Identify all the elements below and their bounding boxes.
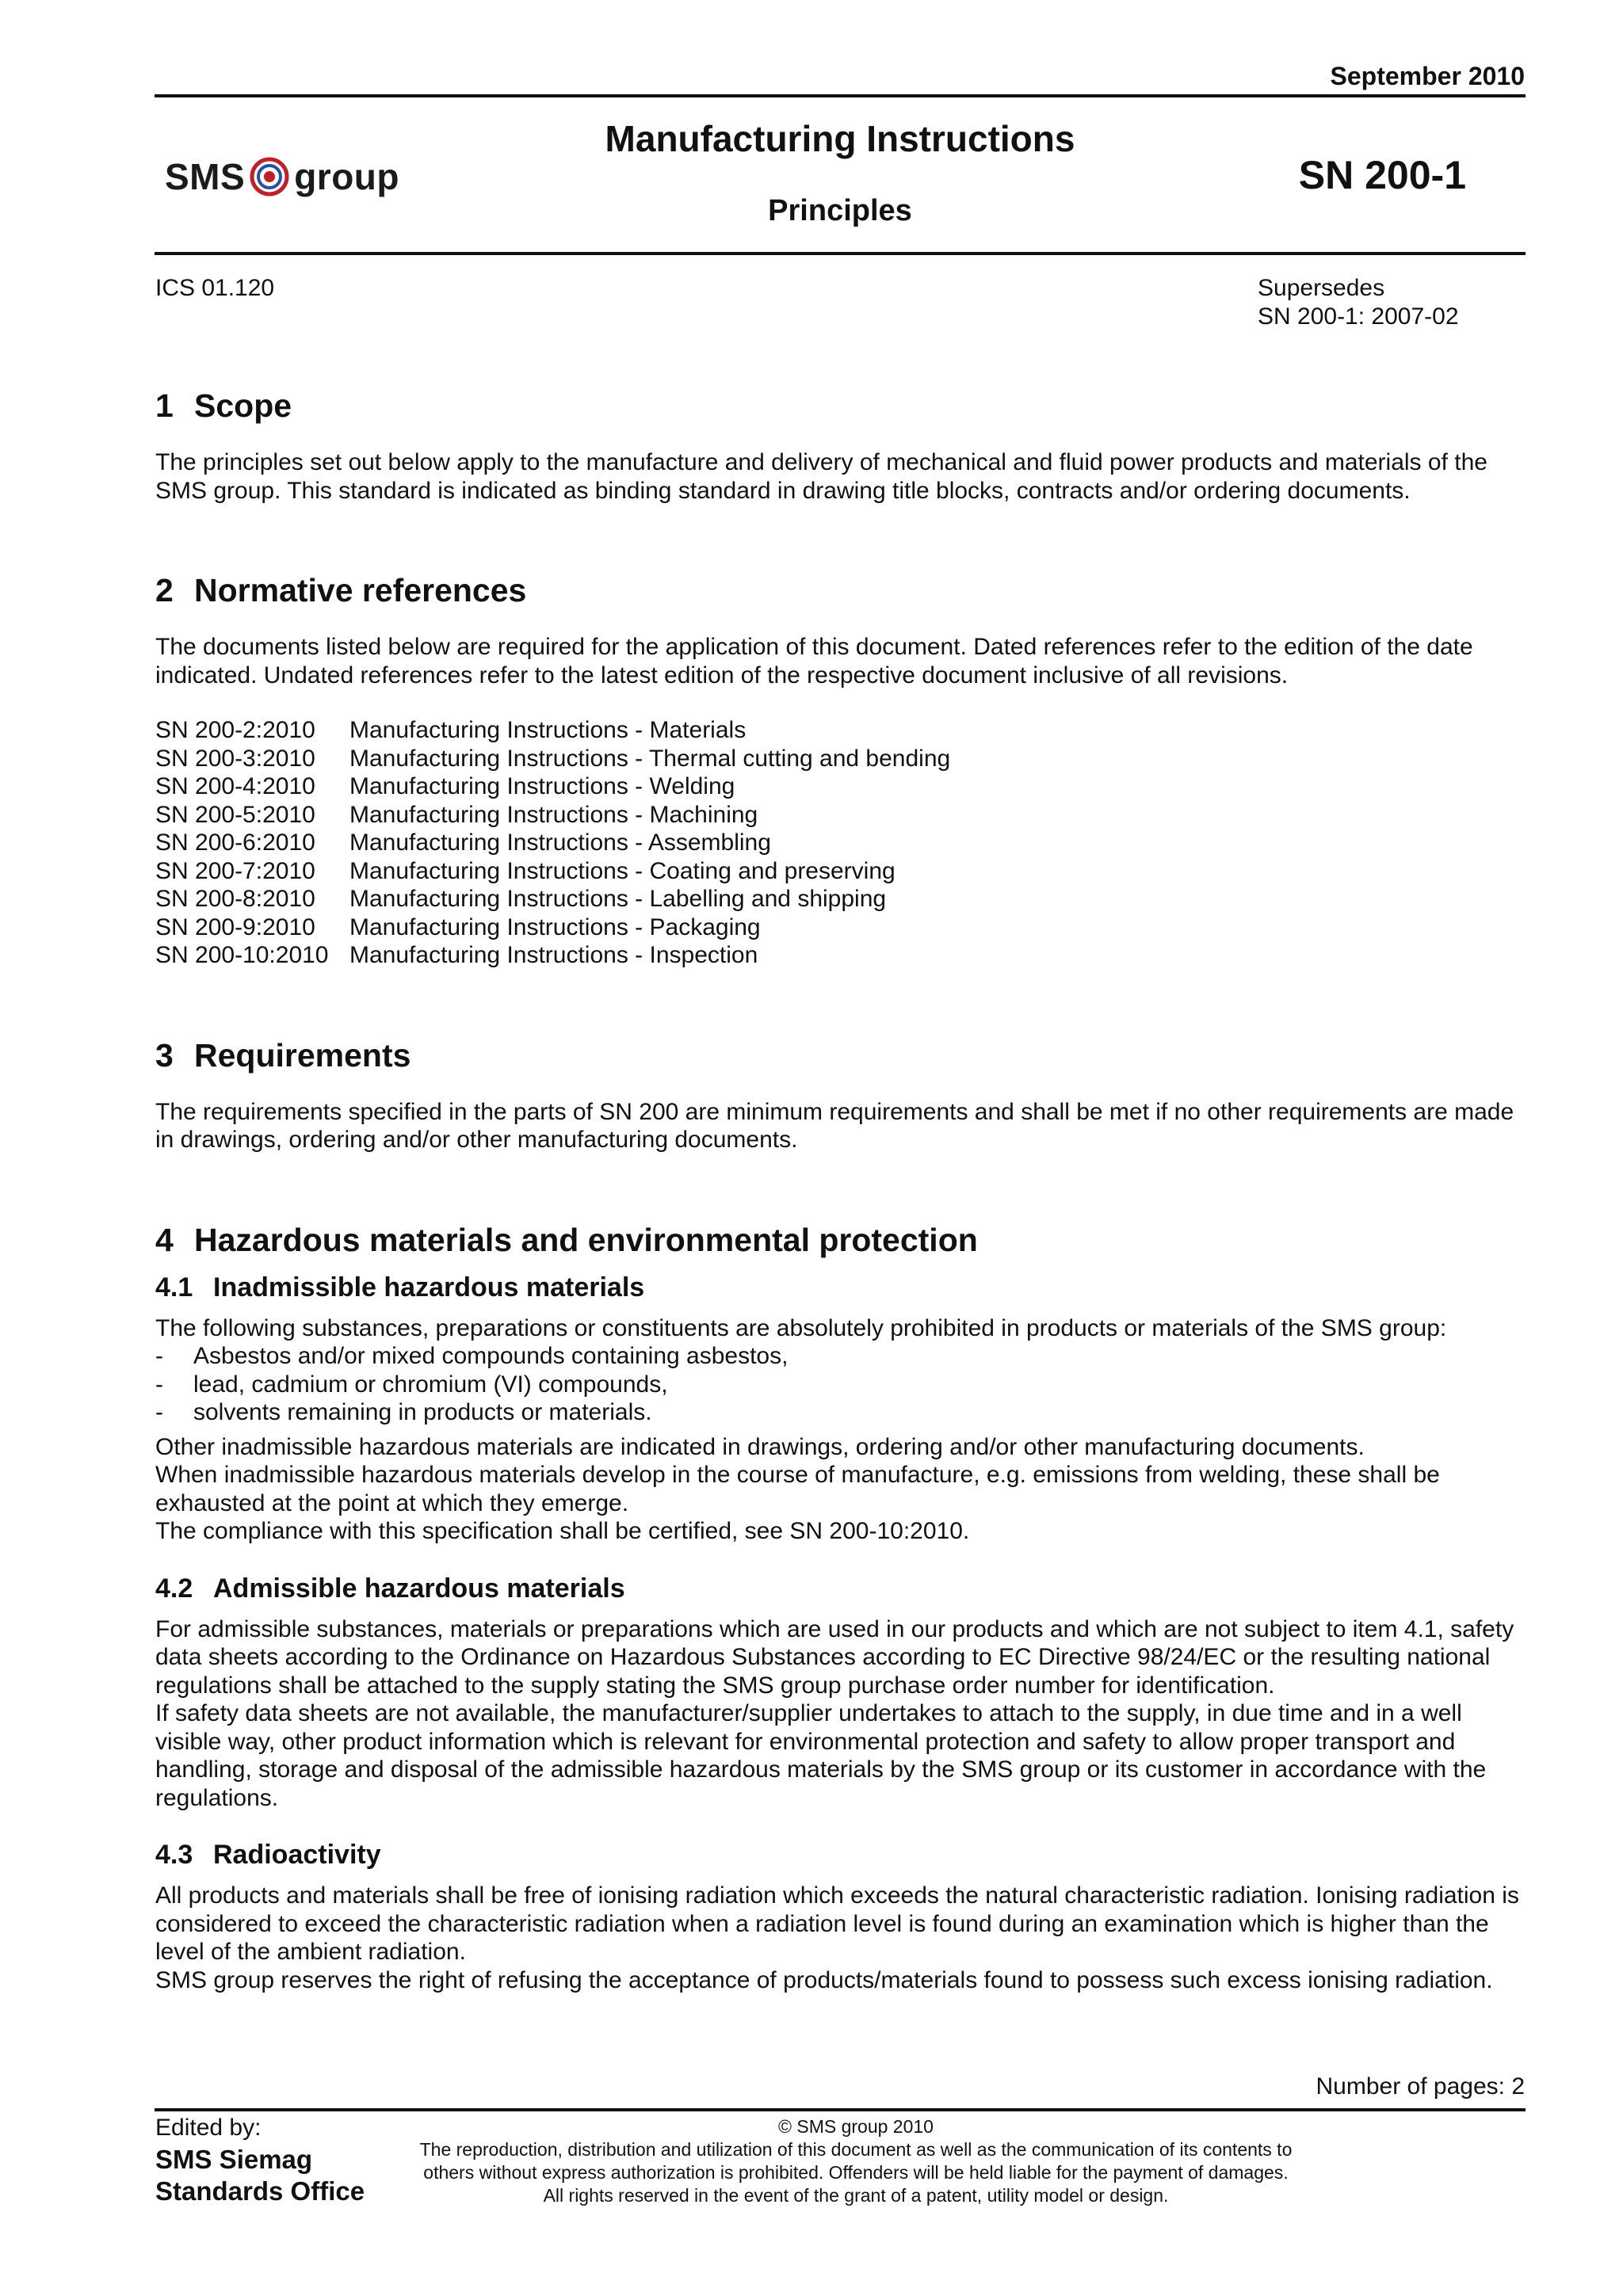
paragraph: When inadmissible hazardous materials develop in the course of manufacture, e.g. emissions from welding, these shall be exhausted at the point at which they emerge. — [155, 1462, 1440, 1516]
legal-line: The reproduction, distribution and utilization of this document as well as the communication of its contents to — [419, 2139, 1293, 2160]
reference-item: SN 200-9:2010 Manufacturing Instructions - Packaging — [155, 913, 761, 940]
bullet-item: - Asbestos and/or mixed compounds containing asbestos, — [155, 1343, 789, 1369]
paragraph: If safety data sheets are not available, the manufacturer/supplier undertakes to attach to the supply, in due time and in a well visible way, other product information which is relevant for environmental protection and safety to allow proper transport and handling, storage and disposal of the admissible hazardous materials by the SMS group or its customer in accordance with the regulations. — [155, 1700, 1487, 1811]
copyright-line: © SMS group 2010 — [778, 2116, 934, 2137]
bullet-item: - lead, cadmium or chromium (VI) compounds, — [155, 1371, 668, 1398]
section-hazardous-materials — [155, 1221, 1531, 1995]
supersedes-value: SN 200-1: 2007-02 — [1258, 303, 1459, 330]
paragraph: For admissible substances, materials or preparations which are used in our products and which are not subject to item 4.1, safety data sheets according to the Ordinance on Hazardous Substances according to EC Directive 98/24/EC or the resulting national regulations shall be attached to the supply stating the SMS group purchase order number for identification. — [155, 1615, 1514, 1699]
section-normative-references — [155, 571, 1531, 970]
section-heading: 4 Hazardous materials and environmental protection — [155, 1221, 978, 1258]
issue-date: September 2010 — [1330, 62, 1525, 90]
editor-org: SMS Siemag — [155, 2145, 313, 2174]
reference-item: SN 200-8:2010 Manufacturing Instructions - Labelling and shipping — [155, 886, 887, 912]
reference-list — [155, 716, 1531, 970]
copyright-notice — [380, 2115, 1331, 2207]
document-number: SN 200-1 — [1298, 153, 1466, 197]
bullet-item: - solvents remaining in products or materials. — [155, 1399, 652, 1425]
section-heading: 3 Requirements — [155, 1036, 411, 1074]
supersedes-label: Supersedes — [1258, 275, 1385, 301]
paragraph: The compliance with this specification shall be certified, see SN 200-10:2010. — [155, 1518, 970, 1544]
header-top-rule — [155, 94, 1526, 97]
paragraph: Other inadmissible hazardous materials are indicated in drawings, ordering and/or other manufacturing documents. — [155, 1433, 1365, 1460]
editor-office: Standards Office — [155, 2176, 365, 2206]
subsection-heading: 4.1 Inadmissible hazardous materials — [155, 1272, 645, 1302]
subsection-inadmissible — [155, 1272, 1531, 1546]
subsection-radioactivity — [155, 1839, 1531, 1994]
supersedes-block — [1258, 274, 1459, 331]
reference-item: SN 200-4:2010 Manufacturing Instructions - Welding — [155, 773, 735, 799]
legal-line: others without express authorization is prohibited. Offenders will be held liable for the payment of damages. — [423, 2162, 1289, 2183]
page-title: Manufacturing Instructions — [605, 118, 1075, 159]
ics-code: ICS 01.120 — [155, 275, 275, 301]
page-count: Number of pages: 2 — [1316, 2073, 1525, 2100]
subsection-heading: 4.2 Admissible hazardous materials — [155, 1573, 625, 1604]
paragraph: The documents listed below are required for the application of this document. Dated references refer to the edition of the date indicated. Undated references refer to the latest edition of the respective document inclusive of all revisions. — [155, 634, 1473, 688]
footer-rule — [155, 2108, 1526, 2111]
document-body — [155, 387, 1531, 1994]
section-scope — [155, 387, 1531, 505]
reference-item: SN 200-6:2010 Manufacturing Instructions - Assembling — [155, 830, 771, 856]
paragraph: The requirements specified in the parts of SN 200 are minimum requirements and shall be met if no other requirements are made in drawings, ordering and/or other manufacturing documents. — [155, 1098, 1514, 1153]
reference-item: SN 200-5:2010 Manufacturing Instructions - Machining — [155, 801, 758, 828]
paragraph: The principles set out below apply to the manufacture and delivery of mechanical and fluid power products and materials of the SMS group. This standard is indicated as binding standard in drawing title blocks, contracts and/or ordering documents. — [155, 449, 1487, 504]
page-subtitle: Principles — [768, 194, 912, 227]
logo-text-left: SMS — [165, 156, 246, 197]
header-bottom-rule — [155, 252, 1526, 255]
paragraph: SMS group reserves the right of refusing the acceptance of products/materials found to possess such excess ionising radiation. — [155, 1966, 1493, 1993]
editor-block — [155, 2112, 365, 2207]
paragraph: The following substances, preparations or constituents are absolutely prohibited in products or materials of the SMS group: — [155, 1314, 1447, 1341]
logo-text-right: group — [294, 156, 399, 197]
company-logo — [165, 155, 399, 198]
edited-by-label: Edited by: — [155, 2115, 262, 2141]
reference-item: SN 200-10:2010 Manufacturing Instructions - Inspection — [155, 942, 758, 968]
section-heading: 2 Normative references — [155, 572, 527, 608]
section-heading: 1 Scope — [155, 387, 292, 424]
legal-line: All rights reserved in the event of the grant of a patent, utility model or design. — [543, 2185, 1169, 2206]
reference-item: SN 200-3:2010 Manufacturing Instructions - Thermal cutting and bending — [155, 745, 951, 772]
reference-item: SN 200-7:2010 Manufacturing Instructions - Coating and preserving — [155, 857, 896, 884]
reference-item: SN 200-2:2010 Manufacturing Instructions - Materials — [155, 717, 747, 743]
logo-mark-icon — [250, 157, 289, 196]
subsection-heading: 4.3 Radioactivity — [155, 1840, 381, 1870]
section-requirements — [155, 1036, 1531, 1154]
subsection-admissible — [155, 1573, 1531, 1813]
paragraph: All products and materials shall be free of ionising radiation which exceeds the natural characteristic radiation. Ionising radiation is considered to exceed the characteristic radiation when a radiation level is found during an examination which is higher than the level of the ambient radiation. — [155, 1882, 1519, 1965]
